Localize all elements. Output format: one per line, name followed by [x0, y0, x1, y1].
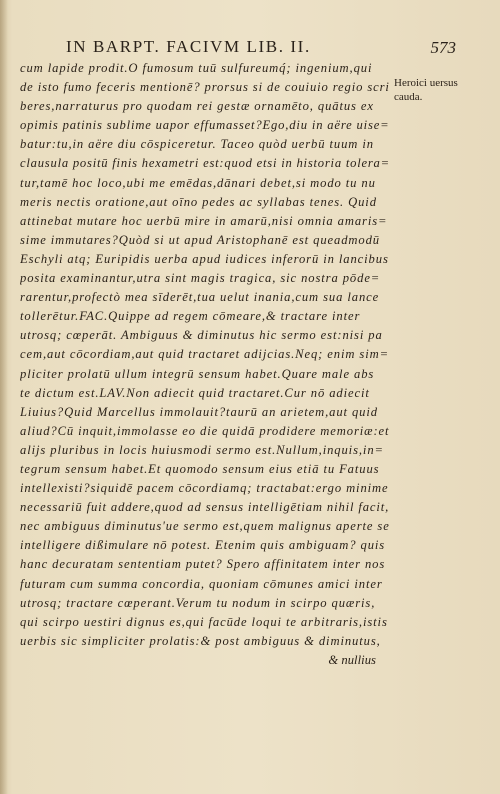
text-line: pliciter prolatū ullum integrū sensum habet.Quare male abs	[20, 366, 375, 381]
text-line: cum lapide prodit.O fumosum tuū sulfureumq́; ingenium,qui	[20, 61, 373, 75]
text-line: tollerētur.FAC.Quippe ad regem cōmeare,& tractare inter	[20, 309, 361, 324]
page-header	[66, 37, 456, 57]
marginal-note-line: Heroici uersus	[394, 77, 458, 89]
text-line: batur:tu,in aëre diu cōspiceretur. Taceo quòd uerbū tuum in	[20, 137, 374, 152]
text-line: te dictum est.LAV.Non adiecit quid tractaret.Cur nō adiecit	[20, 385, 370, 400]
text-line: clausula positū finis hexametri est:quod etsi in historia tolera=	[20, 156, 390, 171]
text-line: opimis patinis sublime uapor effumasset?Ego,diu in aëre uise=	[20, 118, 390, 133]
page-number: 573	[430, 38, 456, 57]
text-line: qui scirpo uestiri dignus es,qui facūde loqui te arbitraris,istis	[20, 614, 388, 629]
text-line: hanc decuratam sententiam putet? Spero affinitatem inter nos	[20, 557, 386, 572]
text-line: Liuius?Quid Marcellus immolauit?taurū an arietem,aut quid	[20, 404, 378, 419]
page-gutter-shadow	[0, 0, 8, 794]
text-line: intelligere dißimulare nō potest. Etenim quis ambiguam? quis	[20, 538, 386, 553]
body-text	[20, 59, 392, 670]
text-line: posita examinantur,utra sint magis tragica, sic nostra pōde=	[20, 271, 381, 286]
text-line: tegrum sensum habet.Et quomodo sensum eius etiā tu Fatuus	[20, 461, 380, 476]
text-line: cem,aut cōcordiam,aut quid tractaret adijcias.Neq; enim sim=	[20, 347, 390, 362]
text-line: beres,narraturus pro quodam rei gestæ ornamēto, quātus ex	[20, 99, 374, 114]
text-line: uerbis sic simpliciter prolatis:& post ambiguus & diminutus,	[20, 633, 381, 648]
text-line: utrosq; tractare cœperant.Verum tu nodum in scirpo quæris,	[20, 595, 376, 610]
text-line: Eschyli atq; Euripidis uerba apud iudices inferorū in lancibus	[20, 251, 389, 266]
text-line: tur,tamē hoc loco,ubi me emēdas,dānari debet,si modo tu nu	[20, 175, 376, 190]
catchword: & nullius	[328, 652, 376, 667]
text-line: utrosq; cœperāt. Ambiguus & diminutus hic sermo est:nisi pa	[20, 328, 383, 343]
text-line: aliud?Cū inquit,immolasse eo die quidā prodidere memoriæ:et	[20, 423, 390, 438]
text-line: intellexisti?siquidē pacem cōcordiamq; tractabat:ergo minime	[20, 481, 389, 496]
marginal-note-line: cauda.	[394, 91, 423, 103]
text-line: de isto fumo feceris mentionē? prorsus si de couiuio regio scri	[20, 80, 390, 95]
text-line: alijs pluribus in locis huiusmodi sermo est.Nullum,inquis,in=	[20, 442, 384, 457]
text-line: sime immutares?Quòd si ut apud Aristophanē est queadmodū	[20, 232, 380, 247]
text-line: necessariū fuit addere,quod ad sensus intelligētiam nihil facit,	[20, 500, 390, 515]
text-line: meris nectis oratione,aut oīno pedes ac syllabas tenes. Quid	[20, 194, 377, 209]
running-head: IN BARPT. FACIVM LIB. II.	[66, 37, 311, 56]
marginal-note	[394, 76, 474, 104]
text-line: futuram cum summa concordia, quoniam cōmunes amici inter	[20, 576, 383, 591]
text-line: attinebat mutare hoc uerbū mire in amarū,nisi omnia amaris=	[20, 213, 388, 228]
text-line: nec ambiguus diminutus'ue sermo est,quem malignus aperte se	[20, 519, 390, 534]
text-line: rarentur,profectò mea sīderēt,tua uelut inania,cum sua lance	[20, 290, 380, 305]
